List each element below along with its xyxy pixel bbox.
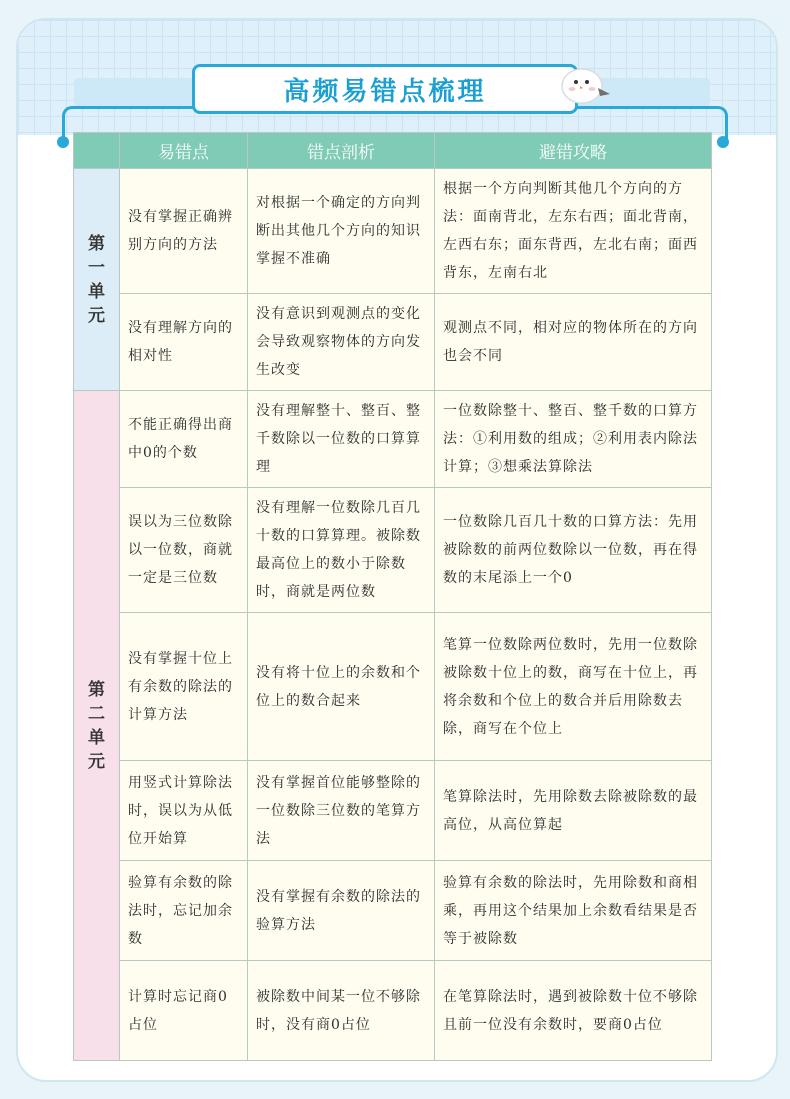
error-strategy: 一位数除几百几十数的口算方法：先用被除数的前两位数除以一位数，再在得数的末尾添上一个0 [435,488,712,613]
error-strategy: 在笔算除法时，遇到被除数十位不够除且前一位没有余数时，要商0占位 [435,961,712,1061]
header-blank [74,133,120,169]
header-strategy: 避错攻略 [435,133,712,169]
error-point: 用竖式计算除法时，误以为从低位开始算 [120,761,248,861]
error-point: 不能正确得出商中0的个数 [120,391,248,488]
table-row [74,861,712,961]
error-analysis: 没有掌握有余数的除法的验算方法 [248,861,435,961]
header-point: 易错点 [120,133,248,169]
error-strategy: 笔算一位数除两位数时，先用一位数除被除数十位上的数，商写在十位上，再将余数和个位上的数合并后用除数去除，商写在个位上 [435,613,712,761]
error-point: 没有理解方向的相对性 [120,294,248,391]
error-analysis: 没有掌握首位能够整除的一位数除三位数的笔算方法 [248,761,435,861]
header-analysis: 错点剖析 [248,133,435,169]
error-point: 验算有余数的除法时，忘记加余数 [120,861,248,961]
bracket-dot-left [57,136,69,148]
error-strategy: 一位数除整十、整百、整千数的口算方法：①利用数的组成；②利用表内除法计算；③想乘法算除法 [435,391,712,488]
table-row [74,169,712,294]
error-analysis: 对根据一个确定的方向判断出其他几个方向的知识掌握不准确 [248,169,435,294]
table-row [74,488,712,613]
error-point: 没有掌握正确辨别方向的方法 [120,169,248,294]
error-strategy: 验算有余数的除法时，先用除数和商相乘，再用这个结果加上余数看结果是否等于被除数 [435,861,712,961]
page-title: 高频易错点梳理 [283,76,487,107]
header-row [74,133,712,169]
error-strategy: 根据一个方向判断其他几个方向的方法：面南背北，左东右西；面北背南，左西右东；面东背西，左北右南；面西背东，左南右北 [435,169,712,294]
unit-label-1: 第一单元 [74,169,120,391]
error-analysis: 没有将十位上的余数和个位上的数合起来 [248,613,435,761]
error-strategy: 笔算除法时，先用除数去除被除数的最高位，从高位算起 [435,761,712,861]
error-point: 没有掌握十位上有余数的除法的计算方法 [120,613,248,761]
error-analysis: 没有理解整十、整百、整千数除以一位数的口算算理 [248,391,435,488]
table-row [74,761,712,861]
table-row [74,613,712,761]
error-analysis: 被除数中间某一位不够除时，没有商0占位 [248,961,435,1061]
error-analysis: 没有理解一位数除几百几十数的口算算理。被除数最高位上的数小于除数时，商就是两位数 [248,488,435,613]
unit-label-2: 第二单元 [74,391,120,1061]
table-row [74,961,712,1061]
table-row [74,294,712,391]
table-row [74,391,712,488]
title-box [192,64,578,114]
error-strategy: 观测点不同，相对应的物体所在的方向也会不同 [435,294,712,391]
bird-mascot-icon [556,58,612,106]
error-point: 计算时忘记商0占位 [120,961,248,1061]
errors-table [73,132,712,1061]
error-analysis: 没有意识到观测点的变化会导致观察物体的方向发生改变 [248,294,435,391]
bracket-dot-right [717,136,729,148]
error-point: 误以为三位数除以一位数，商就一定是三位数 [120,488,248,613]
